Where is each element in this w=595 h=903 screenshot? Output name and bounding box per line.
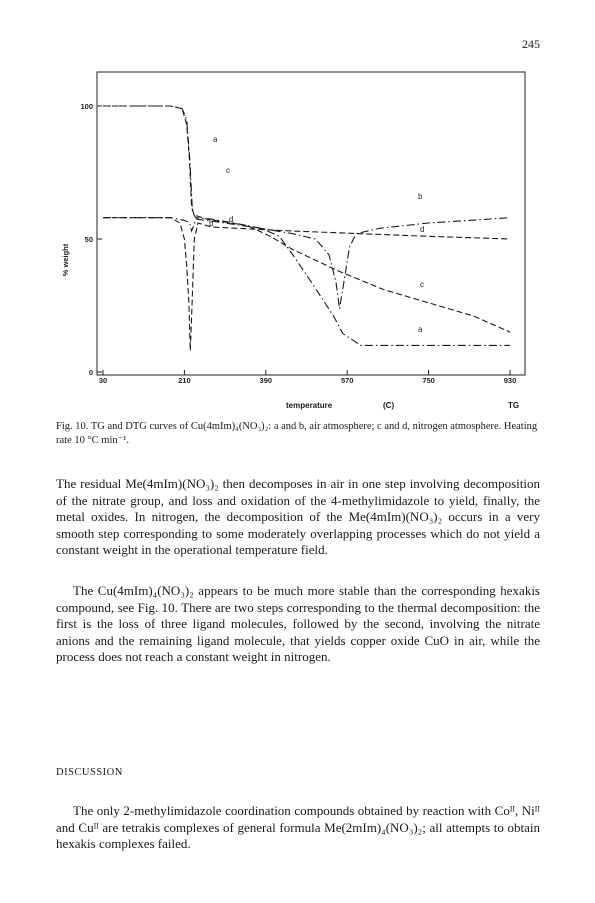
figure-label: Fig. 10.	[56, 421, 89, 432]
paragraph-cu-stability: The Cu(4mIm)₄(NO₃)₂ appears to be much more stable than the corresponding hexakis compound, see Fig. 10. There are two steps corresponding to the thermal decomposition: the first is the loss of three ligand molecules, followed by the second, involving the nitrate anions and the remaining ligand molecule, that yields copper oxide CuO in air, while the process does not reach a constant weight in nitrogen.	[56, 583, 540, 664]
figure-footer	[0, 401, 595, 415]
plot-frame	[97, 72, 525, 375]
x-tick-label: 930	[503, 376, 517, 385]
chart-axes	[61, 72, 525, 385]
curve-label-a: a	[213, 135, 218, 144]
x-tick-label: 390	[259, 376, 273, 385]
curve-label-c: c	[226, 166, 230, 175]
curve-label-d: d	[420, 225, 425, 234]
figure-caption	[56, 420, 546, 448]
curve-label-d: d	[229, 215, 234, 224]
y-axis-label: % weight	[61, 243, 70, 277]
x-tick-label: 750	[422, 376, 435, 385]
x-axis-label: temperature	[286, 401, 333, 410]
series-c-line	[103, 106, 510, 332]
x-tick-label: 210	[178, 376, 191, 385]
x-tick-label: 30	[98, 376, 108, 385]
x-tick-label: 570	[340, 376, 354, 385]
series-a-line	[103, 106, 510, 345]
paragraph-residual: The residual Me(4mIm)(NO₃)₂ then decomposes in air in one step involving decomposition of the nitrate group, and loss and oxidation of the 4-methylimidazole to yield, finally, the metal oxides. In nitrogen, the decomposition of the Me(4mIm)(NO₃)₂ occurs in a very smooth step corresponding to some moderately overlapping processes which do not yield a constant weight in the operational temperature field.	[56, 476, 540, 557]
x-axis-unit: (C)	[383, 401, 395, 410]
series-d-line	[103, 218, 510, 351]
page-number: 245	[522, 37, 540, 51]
y-tick-label: 0	[88, 368, 93, 377]
y-tick-label: 100	[80, 102, 93, 111]
curve-label-b: b	[418, 192, 423, 201]
chart-series	[103, 106, 510, 351]
section-heading: DISCUSSION	[56, 767, 123, 778]
curve-label-b: b	[209, 219, 214, 228]
curve-label-a: a	[418, 325, 423, 334]
y-tick-label: 50	[84, 235, 93, 244]
caption-text: TG and DTG curves of Cu(4mIm)₄(NO₃)₂: a and b, air atmosphere; c and d, nitrogen atmosphere. Heating rate 10 °C min⁻¹.	[56, 421, 538, 446]
chart-annotations	[209, 135, 424, 334]
paragraph-discussion: The only 2-methylimidazole coordination compounds obtained by reaction with Coᴵᴵ, Niᴵᴵ and Cuᴵᴵ are tetrakis complexes of general formula Me(2mIm)₄(NO₃)₂; all attempts to obtain hexakis complexes failed.	[56, 803, 540, 851]
tg-label: TG	[508, 401, 520, 410]
curve-label-c: c	[420, 280, 424, 289]
tg-dtg-chart	[0, 0, 595, 400]
